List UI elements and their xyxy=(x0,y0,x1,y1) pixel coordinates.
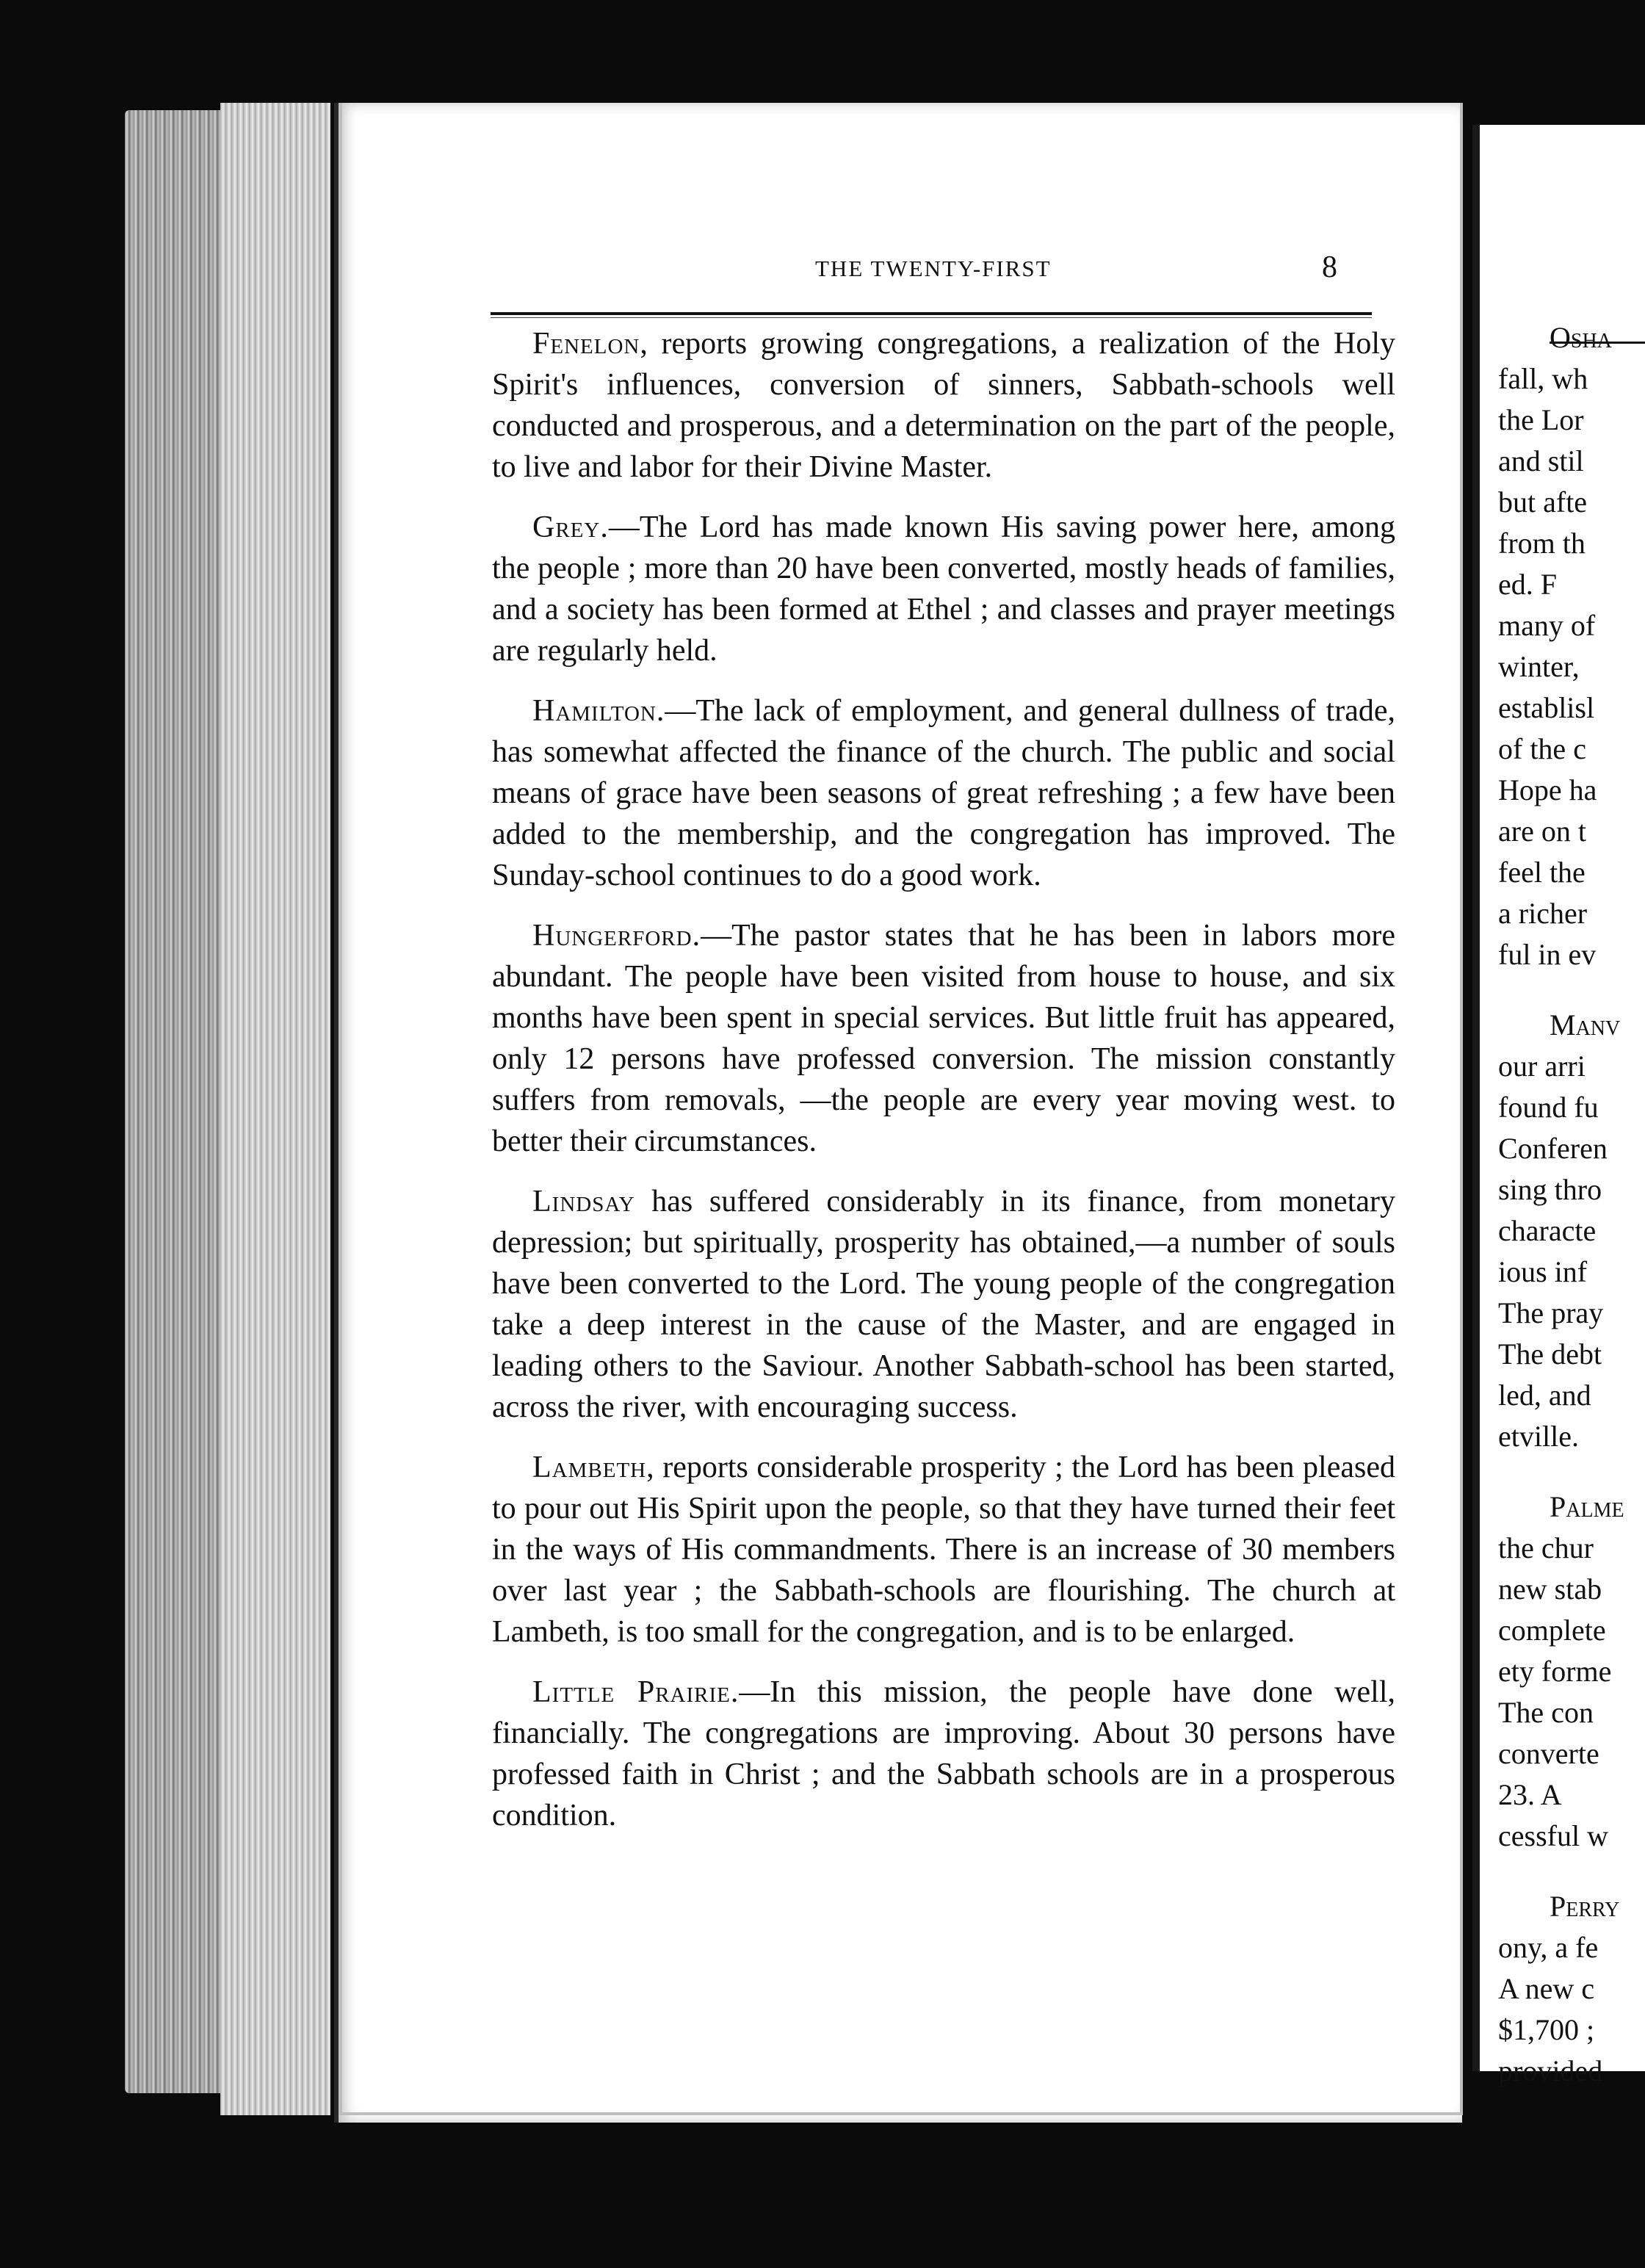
paragraph-fenelon xyxy=(492,323,1395,488)
paragraph-text: —The lack of employment, and general dullness of trade, has somewhat affected the finance of the church. The public and social means of grace have been seasons of great refreshing ; a few have been added to the membership, and the congregation has improved. The Sunday-school continues to do a good work. xyxy=(492,694,1395,892)
facing-page-line: A new c xyxy=(1498,1972,1595,2005)
facing-page-line: led, and xyxy=(1498,1379,1591,1412)
facing-page-line: from th xyxy=(1498,527,1586,560)
paragraph-heading: Fenelon xyxy=(532,327,640,361)
paragraph-grey xyxy=(492,507,1395,671)
paragraph-heading: Hamilton. xyxy=(532,694,665,728)
facing-page-line: ed. F xyxy=(1498,568,1557,601)
running-header: THE TWENTY-FIRST xyxy=(815,256,1052,281)
paragraph-text: —The Lord has made known His saving power here, among the people ; more than 20 have been converted, mostly heads of families, and a society has been formed at Ethel ; and classes and prayer meetings are regularly held. xyxy=(492,510,1395,668)
facing-page-line: are on t xyxy=(1498,815,1586,848)
paragraph-hamilton xyxy=(492,690,1395,896)
facing-page-line: etville. xyxy=(1498,1420,1579,1453)
facing-page-line: our arri xyxy=(1498,1050,1586,1083)
paragraph-text: —The pastor states that he has been in labors more abundant. The people have been visited from house to house, and six months have been spent in special services. But little fruit has appeared, only 12 persons have professed conversion. The mission constantly suffers from removals, —the people are every year moving west. to better their circumstances. xyxy=(492,919,1395,1158)
facing-page-line: Osha xyxy=(1550,321,1612,354)
facing-page-line: 23. A xyxy=(1498,1778,1562,1811)
facing-page-line: the chur xyxy=(1498,1531,1594,1564)
facing-page-line: found fu xyxy=(1498,1091,1599,1124)
facing-page-line: converte xyxy=(1498,1737,1599,1770)
facing-page-line: many of xyxy=(1498,609,1596,642)
page-body xyxy=(492,323,1395,1855)
paragraph-text: has suffered considerably in its finance, from monetary depression; but spiritually, prosperity has obtained,—a number of souls have been converted to the Lord. The young people of the congregation take a deep interest in the cause of the Master, and are engaged in leading others to the Saviour. Another Sabbath-school has been started, across the river, with encouraging success. xyxy=(492,1185,1395,1424)
paragraph-heading: Hungerford. xyxy=(532,919,701,953)
paragraph-text: , reports considerable prosperity ; the Lord has been pleased to pour out His Spirit upon the people, so that they have turned their feet in the ways of His commandments. There is an increase of 30 members over last year ; the Sabbath-schools are flourishing. The church at Lambeth, is too small for the congregation, and is to be enlarged. xyxy=(492,1451,1395,1649)
facing-page-line: winter, xyxy=(1498,650,1580,683)
facing-page-line: ony, a fe xyxy=(1498,1931,1599,1964)
facing-page-line: a richer xyxy=(1498,897,1588,930)
page-number: 8 xyxy=(1322,250,1337,284)
paragraph-heading: Lindsay xyxy=(532,1185,635,1218)
paragraph-text: —In this mission, the people have done well, financially. The congregations are improving. About 30 persons have professed faith in Christ ; and the Sabbath schools are in a prosperous condition. xyxy=(492,1675,1395,1832)
facing-page-line: Hope ha xyxy=(1498,773,1597,806)
paragraph-text: , reports growing congregations, a realization of the Holy Spirit's influences, conversion of sinners, Sabbath-schools well conducted and prosperous, and a determination on the part of the people, to live and labor for their Divine Master. xyxy=(492,327,1395,484)
facing-page-line: The debt xyxy=(1498,1337,1602,1370)
facing-page-line: Palme xyxy=(1550,1490,1624,1523)
book-page-edges-inner xyxy=(220,103,330,2115)
facing-page-line: Perry xyxy=(1550,1890,1620,1923)
facing-page-line: cessful w xyxy=(1498,1819,1608,1852)
facing-page-line: ious inf xyxy=(1498,1255,1588,1288)
header-rule xyxy=(491,312,1372,315)
facing-page-line: but afte xyxy=(1498,485,1588,519)
facing-page-line: Conferen xyxy=(1498,1132,1608,1165)
facing-page-line: and stil xyxy=(1498,444,1584,477)
facing-page-line: sing thro xyxy=(1498,1173,1602,1206)
facing-page-line: feel the xyxy=(1498,856,1586,889)
facing-page-line: ety forme xyxy=(1498,1655,1612,1688)
facing-page-line: new stab xyxy=(1498,1572,1602,1606)
facing-page-line: establisl xyxy=(1498,691,1595,724)
facing-page-line: The pray xyxy=(1498,1296,1604,1329)
facing-page-line: The con xyxy=(1498,1696,1594,1729)
paragraph-heading: Grey. xyxy=(532,510,609,544)
facing-page-line: $1,700 ; xyxy=(1498,2013,1595,2046)
paragraph-heading: Little Prairie. xyxy=(532,1675,740,1709)
facing-page-line: fall, wh xyxy=(1498,362,1588,395)
facing-page-line: of the c xyxy=(1498,732,1586,765)
facing-page-line: Manv xyxy=(1550,1008,1621,1041)
facing-page-line: provided xyxy=(1498,2054,1603,2087)
facing-page-line: characte xyxy=(1498,1214,1597,1247)
facing-page-line: the Lor xyxy=(1498,403,1584,436)
facing-page-line: complete xyxy=(1498,1614,1606,1647)
paragraph-little-prairie xyxy=(492,1672,1395,1836)
paragraph-lindsay xyxy=(492,1181,1395,1428)
facing-page-line: ful in ev xyxy=(1498,938,1597,971)
header-rule-thin xyxy=(491,317,1372,318)
paragraph-hungerford xyxy=(492,915,1395,1162)
paragraph-heading: Lambeth xyxy=(532,1451,647,1484)
paragraph-lambeth xyxy=(492,1447,1395,1653)
